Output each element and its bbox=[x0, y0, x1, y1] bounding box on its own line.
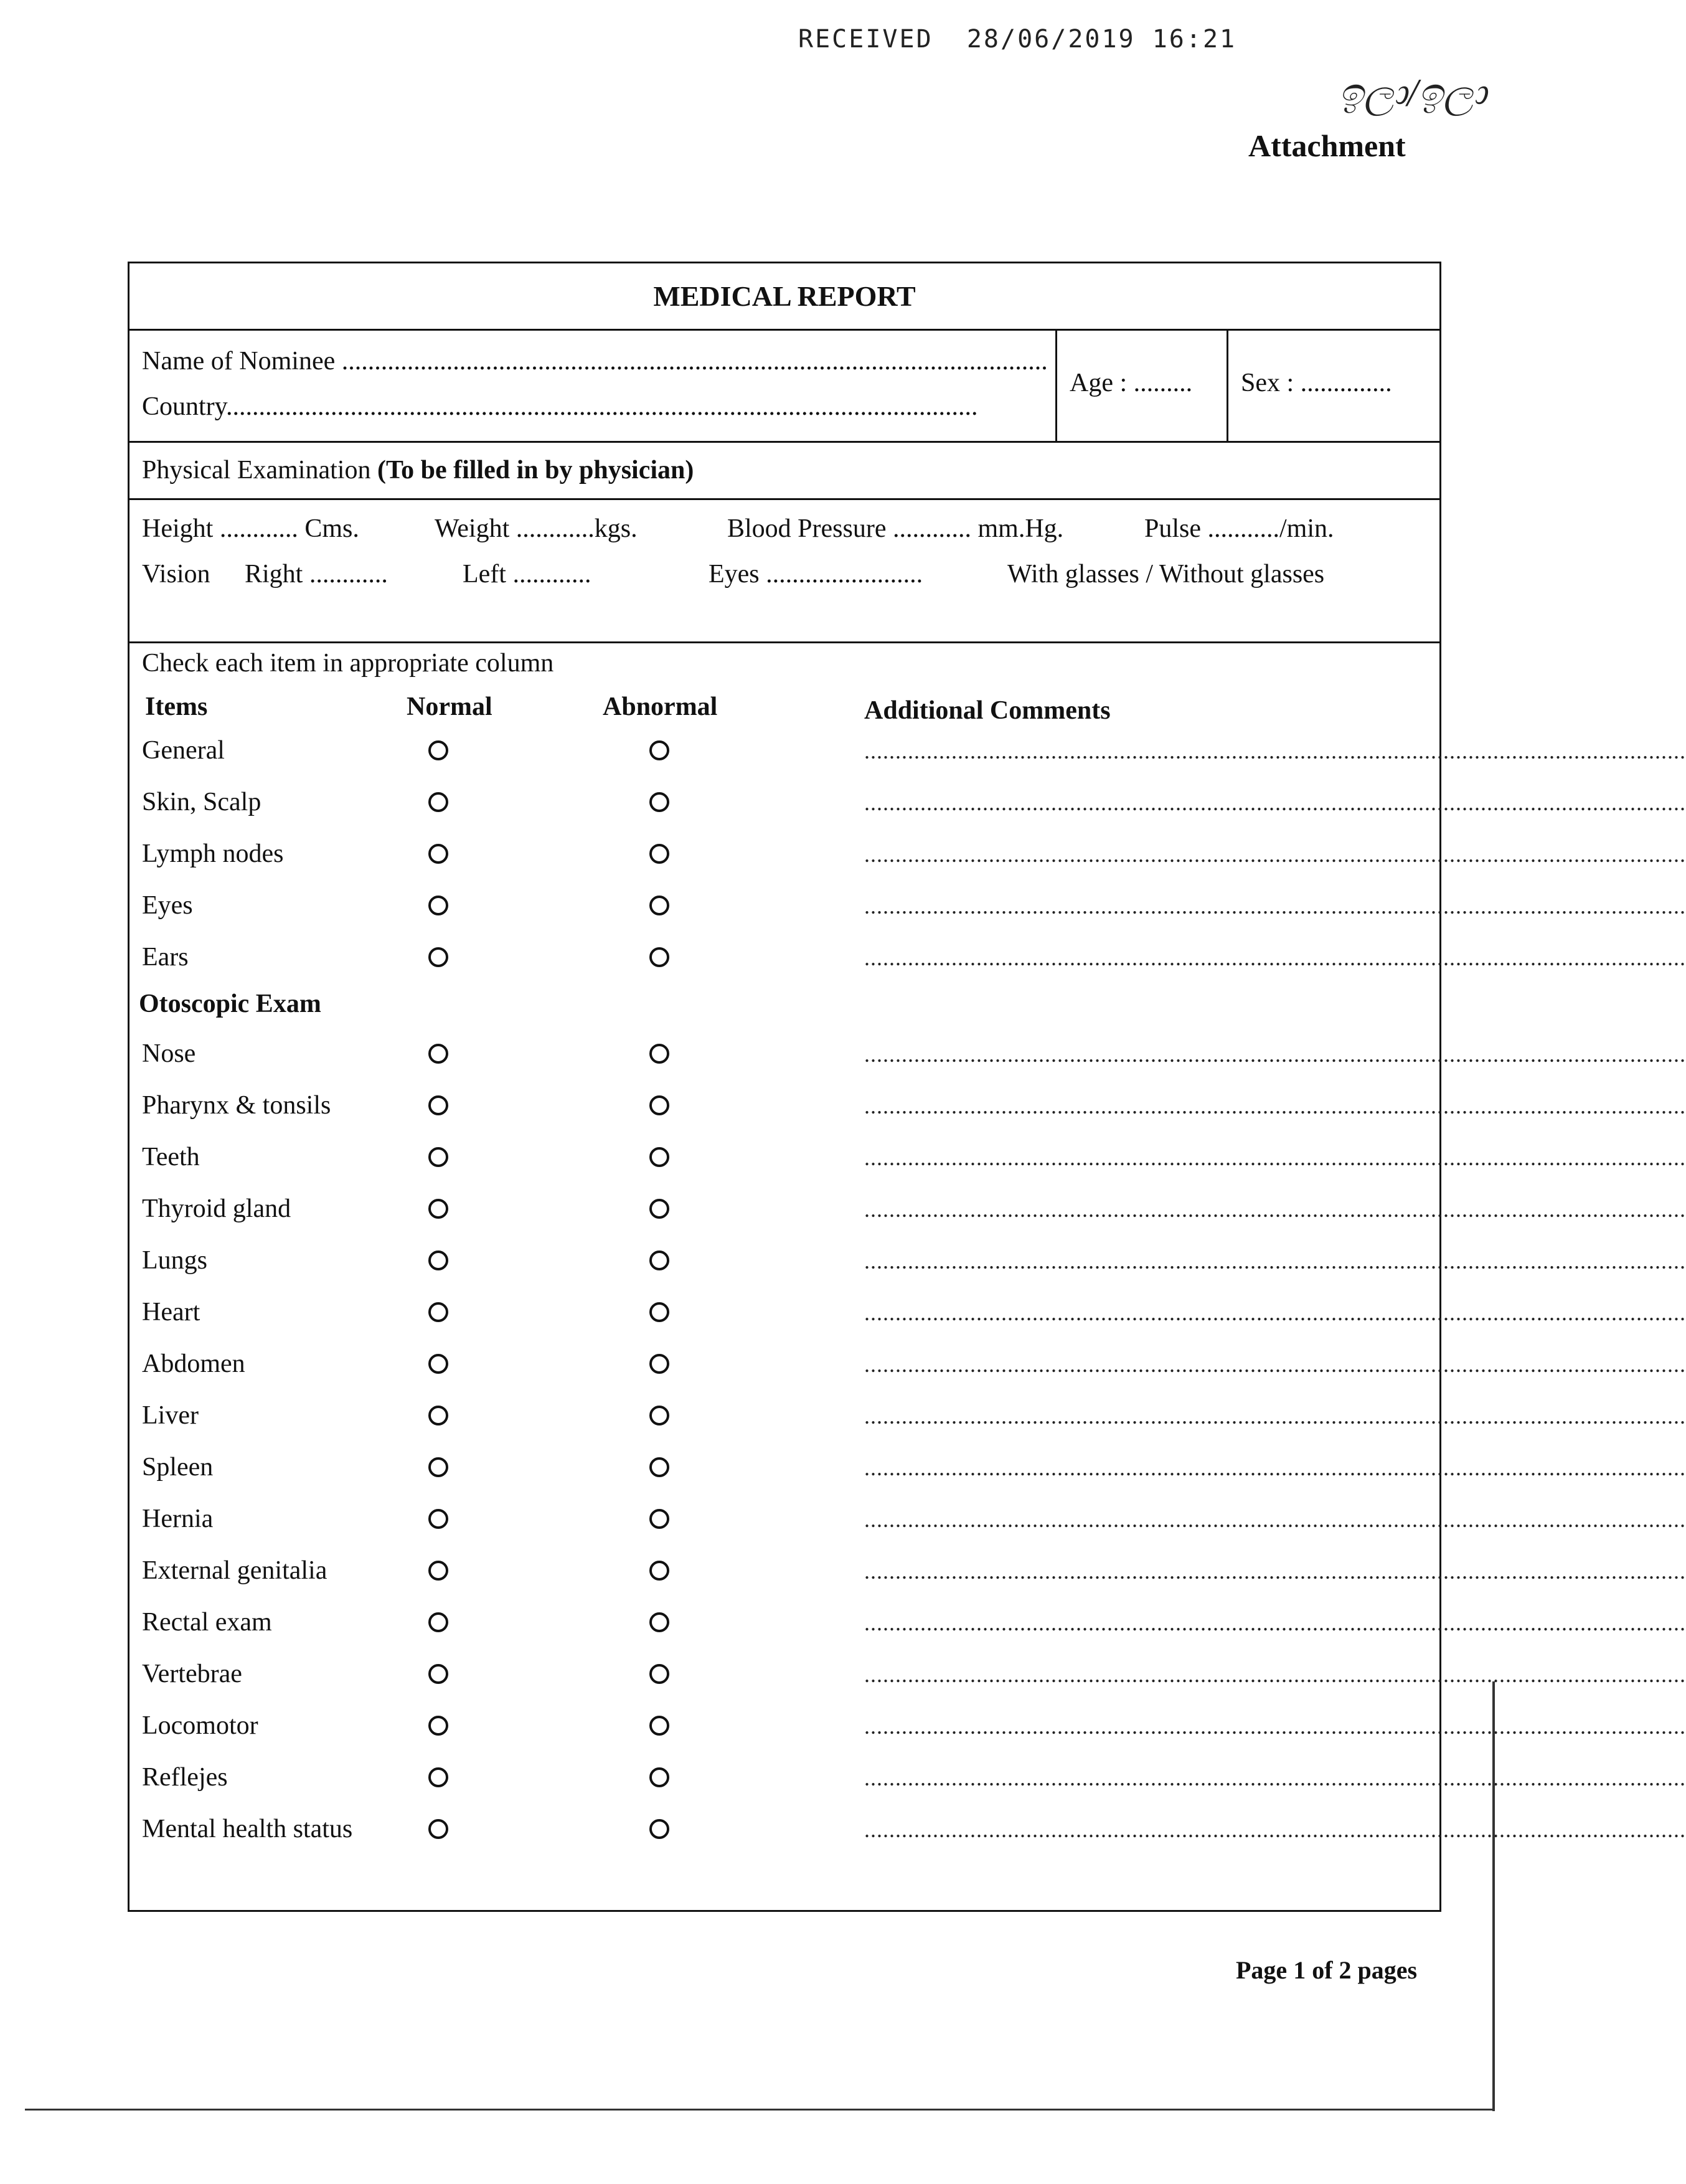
page-rule bbox=[25, 2109, 1494, 2111]
checklist-item-label: Rectal exam bbox=[142, 1608, 272, 1637]
sex-cell[interactable]: Sex : .............. bbox=[1241, 369, 1392, 397]
abnormal-radio[interactable] bbox=[649, 1767, 669, 1787]
normal-radio[interactable] bbox=[428, 1612, 448, 1632]
vision-left-field[interactable]: Left ............ bbox=[463, 560, 591, 589]
checklist-item-label: Hernia bbox=[142, 1505, 214, 1533]
checklist-item-label: Vertebrae bbox=[142, 1660, 242, 1688]
comment-line[interactable]: .................................................................................................................................... bbox=[864, 739, 1686, 763]
comment-line[interactable]: .................................................................................................................................... bbox=[864, 1300, 1686, 1325]
column-comments: Additional Comments bbox=[864, 696, 1111, 725]
normal-radio[interactable] bbox=[428, 792, 448, 812]
abnormal-radio[interactable] bbox=[649, 1302, 669, 1322]
comment-line[interactable]: .................................................................................................................................... bbox=[864, 1094, 1686, 1118]
abnormal-radio[interactable] bbox=[649, 1199, 669, 1219]
country-label: Country bbox=[142, 392, 226, 421]
abnormal-radio[interactable] bbox=[649, 1250, 669, 1270]
comment-line[interactable]: .................................................................................................................................... bbox=[864, 1817, 1686, 1842]
physical-exam-note: (To be filled in by physician) bbox=[377, 456, 694, 485]
column-normal: Normal bbox=[407, 693, 492, 721]
vision-label: Vision bbox=[142, 560, 210, 589]
abnormal-radio[interactable] bbox=[649, 1406, 669, 1425]
abnormal-radio[interactable] bbox=[649, 740, 669, 760]
checklist-item-label: Nose bbox=[142, 1039, 196, 1068]
normal-radio[interactable] bbox=[428, 947, 448, 967]
sex-label: Sex : bbox=[1241, 369, 1294, 397]
comment-line[interactable]: .................................................................................................................................... bbox=[864, 1404, 1686, 1429]
vitals-row bbox=[130, 500, 1439, 643]
normal-radio[interactable] bbox=[428, 1199, 448, 1219]
page-edge bbox=[1492, 1681, 1495, 2111]
comment-line[interactable]: .................................................................................................................................... bbox=[864, 1507, 1686, 1532]
comment-line[interactable]: .................................................................................................................................... bbox=[864, 894, 1686, 919]
abnormal-radio[interactable] bbox=[649, 844, 669, 864]
normal-radio[interactable] bbox=[428, 1819, 448, 1839]
comment-line[interactable]: .................................................................................................................................... bbox=[864, 1714, 1686, 1739]
checklist-item-label: Eyes bbox=[142, 891, 193, 920]
abnormal-radio[interactable] bbox=[649, 1147, 669, 1167]
checklist-item-label: Abdomen bbox=[142, 1350, 245, 1378]
abnormal-radio[interactable] bbox=[649, 896, 669, 915]
normal-radio[interactable] bbox=[428, 1664, 448, 1684]
physical-exam-row bbox=[130, 443, 1439, 500]
normal-radio[interactable] bbox=[428, 1354, 448, 1374]
normal-radio[interactable] bbox=[428, 740, 448, 760]
name-country-cell bbox=[130, 331, 1057, 441]
abnormal-radio[interactable] bbox=[649, 1819, 669, 1839]
medical-report-form bbox=[128, 262, 1686, 1912]
abnormal-radio[interactable] bbox=[649, 1716, 669, 1736]
checklist-item-label: Spleen bbox=[142, 1453, 214, 1482]
comment-line[interactable]: .................................................................................................................................... bbox=[864, 790, 1686, 815]
comment-line[interactable]: .................................................................................................................................... bbox=[864, 1197, 1686, 1222]
physical-exam-label: Physical Examination bbox=[142, 456, 371, 485]
normal-radio[interactable] bbox=[428, 1095, 448, 1115]
normal-radio[interactable] bbox=[428, 1250, 448, 1270]
normal-radio[interactable] bbox=[428, 1509, 448, 1529]
instruction-text: Check each item in appropriate column bbox=[142, 649, 554, 678]
name-field[interactable]: Name of Nominee ............................................................................................................ bbox=[142, 347, 1048, 376]
abnormal-radio[interactable] bbox=[649, 1095, 669, 1115]
comment-line[interactable]: .................................................................................................................................... bbox=[864, 842, 1686, 867]
checklist-item-label: Pharynx & tonsils bbox=[142, 1091, 331, 1120]
abnormal-radio[interactable] bbox=[649, 1509, 669, 1529]
checklist-item-label: Reflejes bbox=[142, 1763, 228, 1792]
normal-radio[interactable] bbox=[428, 1767, 448, 1787]
checklist-item-label: General bbox=[142, 736, 225, 765]
checklist-item-label: Liver bbox=[142, 1401, 199, 1430]
identity-row bbox=[130, 331, 1439, 443]
comment-line[interactable]: .................................................................................................................................... bbox=[864, 1455, 1686, 1480]
abnormal-radio[interactable] bbox=[649, 1354, 669, 1374]
comment-line[interactable]: .................................................................................................................................... bbox=[864, 1042, 1686, 1067]
abnormal-radio[interactable] bbox=[649, 1561, 669, 1581]
normal-radio[interactable] bbox=[428, 1561, 448, 1581]
abnormal-radio[interactable] bbox=[649, 947, 669, 967]
eyes-field[interactable]: Eyes ........................ bbox=[709, 560, 923, 589]
comment-line[interactable]: .................................................................................................................................... bbox=[864, 1145, 1686, 1170]
checklist-item-label: Lymph nodes bbox=[142, 839, 284, 868]
checklist-item-label: Heart bbox=[142, 1298, 200, 1326]
pulse-field[interactable]: Pulse .........../min. bbox=[1144, 514, 1334, 543]
checklist-item-label: Teeth bbox=[142, 1143, 200, 1171]
normal-radio[interactable] bbox=[428, 1716, 448, 1736]
form-title: MEDICAL REPORT bbox=[130, 263, 1439, 331]
name-label: Name of Nominee bbox=[142, 347, 336, 376]
comment-line[interactable]: .................................................................................................................................... bbox=[864, 1766, 1686, 1790]
handwritten-note: ඉලා/ඉලා bbox=[1339, 70, 1487, 115]
blood-pressure-field[interactable]: Blood Pressure ............ mm.Hg. bbox=[727, 514, 1064, 543]
checklist-item-label: Thyroid gland bbox=[142, 1194, 291, 1223]
checklist-item-label: Ears bbox=[142, 943, 189, 971]
received-stamp: RECEIVED 28/06/2019 16:21 bbox=[798, 25, 1237, 54]
age-label: Age : bbox=[1070, 369, 1128, 397]
otoscopic-exam-subheading: Otoscopic Exam bbox=[139, 990, 321, 1018]
checklist-item-label: Mental health status bbox=[142, 1815, 353, 1843]
vision-right-field[interactable]: Right ............ bbox=[245, 560, 388, 589]
page-indicator: Page 1 of 2 pages bbox=[1236, 1956, 1418, 1984]
checklist-item-label: Locomotor bbox=[142, 1711, 258, 1740]
column-items: Items bbox=[145, 693, 208, 721]
comment-line[interactable]: .................................................................................................................................... bbox=[864, 1249, 1686, 1274]
normal-radio[interactable] bbox=[428, 1044, 448, 1064]
normal-radio[interactable] bbox=[428, 1302, 448, 1322]
comment-line[interactable]: .................................................................................................................................... bbox=[864, 1662, 1686, 1687]
attachment-label: Attachment bbox=[1248, 128, 1406, 163]
normal-radio[interactable] bbox=[428, 844, 448, 864]
abnormal-radio[interactable] bbox=[649, 1664, 669, 1684]
abnormal-radio[interactable] bbox=[649, 1044, 669, 1064]
normal-radio[interactable] bbox=[428, 1406, 448, 1425]
country-field[interactable]: Country................................................................................................................... bbox=[142, 392, 978, 421]
column-abnormal: Abnormal bbox=[603, 693, 718, 721]
checklist-section bbox=[130, 643, 1686, 1910]
age-cell[interactable]: Age : ......... bbox=[1057, 331, 1228, 441]
abnormal-radio[interactable] bbox=[649, 1457, 669, 1477]
comment-line[interactable]: .................................................................................................................................... bbox=[864, 945, 1686, 970]
height-field[interactable]: Height ............ Cms. bbox=[142, 514, 359, 543]
abnormal-radio[interactable] bbox=[649, 792, 669, 812]
checklist-item-label: Skin, Scalp bbox=[142, 788, 261, 816]
abnormal-radio[interactable] bbox=[649, 1612, 669, 1632]
glasses-option[interactable]: With glasses / Without glasses bbox=[1007, 560, 1325, 589]
checklist-item-label: Lungs bbox=[142, 1246, 207, 1275]
checklist-item-label: External genitalia bbox=[142, 1556, 327, 1585]
normal-radio[interactable] bbox=[428, 1147, 448, 1167]
weight-field[interactable]: Weight ............kgs. bbox=[435, 514, 638, 543]
normal-radio[interactable] bbox=[428, 1457, 448, 1477]
comment-line[interactable]: .................................................................................................................................... bbox=[864, 1559, 1686, 1584]
comment-line[interactable]: .................................................................................................................................... bbox=[864, 1610, 1686, 1635]
normal-radio[interactable] bbox=[428, 896, 448, 915]
comment-line[interactable]: .................................................................................................................................... bbox=[864, 1352, 1686, 1377]
